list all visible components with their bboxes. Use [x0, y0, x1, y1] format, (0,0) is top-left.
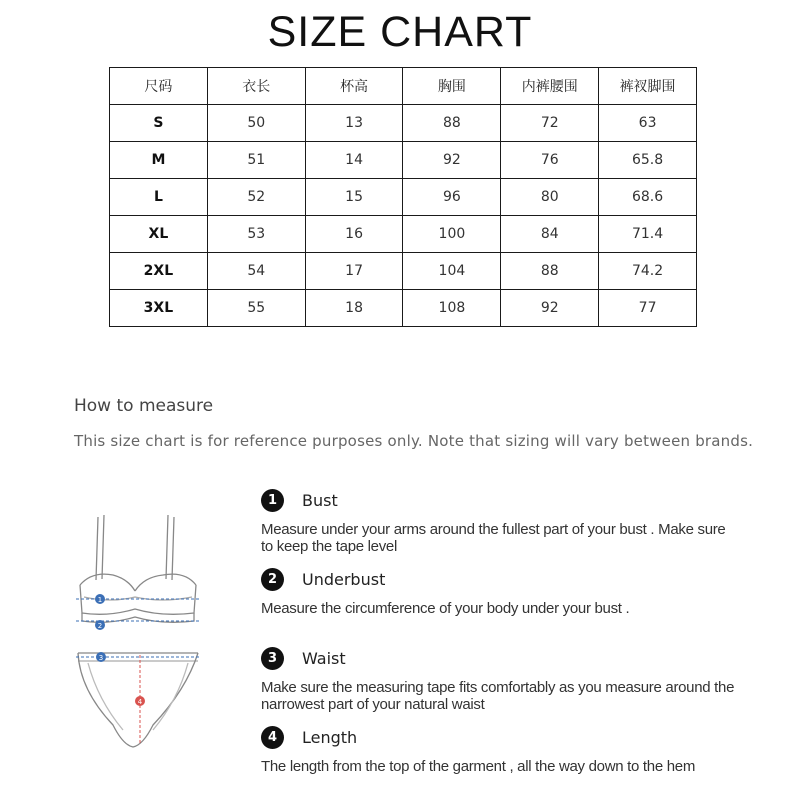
- table-row: [110, 253, 697, 290]
- table-cell: 55: [207, 290, 305, 327]
- table-cell: 18: [305, 290, 403, 327]
- step-description: Measure the circumference of your body under your bust .: [261, 600, 630, 617]
- header-cell: 衣长: [207, 68, 305, 105]
- table-cell: 104: [403, 253, 501, 290]
- table-cell: 108: [403, 290, 501, 327]
- size-cell: 2XL: [110, 253, 208, 290]
- step-waist: [261, 645, 761, 713]
- header-cell: 裤衩脚围: [599, 68, 697, 105]
- table-cell: 50: [207, 105, 305, 142]
- table-row: [110, 179, 697, 216]
- table-cell: 76: [501, 142, 599, 179]
- table-cell: 92: [403, 142, 501, 179]
- table-cell: 13: [305, 105, 403, 142]
- marker-4-label: 4: [137, 698, 143, 706]
- step-number-badge: 4: [261, 726, 284, 749]
- page-title: SIZE CHART: [267, 8, 533, 56]
- step-number-badge: 2: [261, 568, 284, 591]
- table-cell: 92: [501, 290, 599, 327]
- table-cell: 72: [501, 105, 599, 142]
- marker-2-label: 2: [97, 622, 103, 630]
- size-cell: XL: [110, 216, 208, 253]
- step-title: Bust: [302, 490, 338, 510]
- table-cell: 88: [403, 105, 501, 142]
- table-header-row: [110, 68, 697, 105]
- step-description: Make sure the measuring tape fits comfortably as you measure around the narrowest part of your natural waist: [261, 679, 735, 713]
- step-description: The length from the top of the garment , all the way down to the hem: [261, 758, 696, 775]
- reference-note: This size chart is for reference purposes only. Note that sizing will vary between brands.: [74, 432, 754, 450]
- header-cell: 尺码: [110, 68, 208, 105]
- size-cell: L: [110, 179, 208, 216]
- header-cell: 胸围: [403, 68, 501, 105]
- step-description: Measure under your arms around the fullest part of your bust . Make sure to keep the tape level: [261, 521, 726, 555]
- table-cell: 80: [501, 179, 599, 216]
- table-cell: 100: [403, 216, 501, 253]
- table-cell: 84: [501, 216, 599, 253]
- table-cell: 14: [305, 142, 403, 179]
- marker-1-label: 1: [97, 596, 103, 604]
- step-length: [261, 724, 761, 775]
- marker-3: [96, 652, 106, 662]
- table-cell: 51: [207, 142, 305, 179]
- table-cell: 77: [599, 290, 697, 327]
- table-cell: 53: [207, 216, 305, 253]
- how-to-measure-title: How to measure: [74, 396, 214, 416]
- size-cell: M: [110, 142, 208, 179]
- table-cell: 96: [403, 179, 501, 216]
- table-cell: 16: [305, 216, 403, 253]
- step-underbust: [261, 566, 761, 617]
- size-cell: S: [110, 105, 208, 142]
- step-number-badge: 1: [261, 489, 284, 512]
- size-chart-table: [109, 67, 697, 327]
- bra-drawing: [80, 515, 196, 622]
- table-row: [110, 216, 697, 253]
- table-cell: 52: [207, 179, 305, 216]
- marker-1: [95, 594, 105, 604]
- table-cell: 63: [599, 105, 697, 142]
- table-row: [110, 105, 697, 142]
- table-row: [110, 142, 697, 179]
- table-cell: 15: [305, 179, 403, 216]
- step-title: Underbust: [302, 569, 386, 589]
- table-cell: 88: [501, 253, 599, 290]
- header-cell: 内裤腰围: [501, 68, 599, 105]
- step-title: Waist: [302, 648, 346, 668]
- table-cell: 17: [305, 253, 403, 290]
- step-title: Length: [302, 727, 358, 747]
- table-cell: 65.8: [599, 142, 697, 179]
- header-cell: 杯高: [305, 68, 403, 105]
- garment-illustration: [68, 505, 208, 765]
- marker-4: [135, 696, 145, 706]
- step-bust: [261, 487, 761, 555]
- table-cell: 71.4: [599, 216, 697, 253]
- table-cell: 68.6: [599, 179, 697, 216]
- marker-3-label: 3: [98, 654, 104, 662]
- marker-2: [95, 620, 105, 630]
- table-cell: 54: [207, 253, 305, 290]
- size-cell: 3XL: [110, 290, 208, 327]
- table-row: [110, 290, 697, 327]
- step-number-badge: 3: [261, 647, 284, 670]
- table-cell: 74.2: [599, 253, 697, 290]
